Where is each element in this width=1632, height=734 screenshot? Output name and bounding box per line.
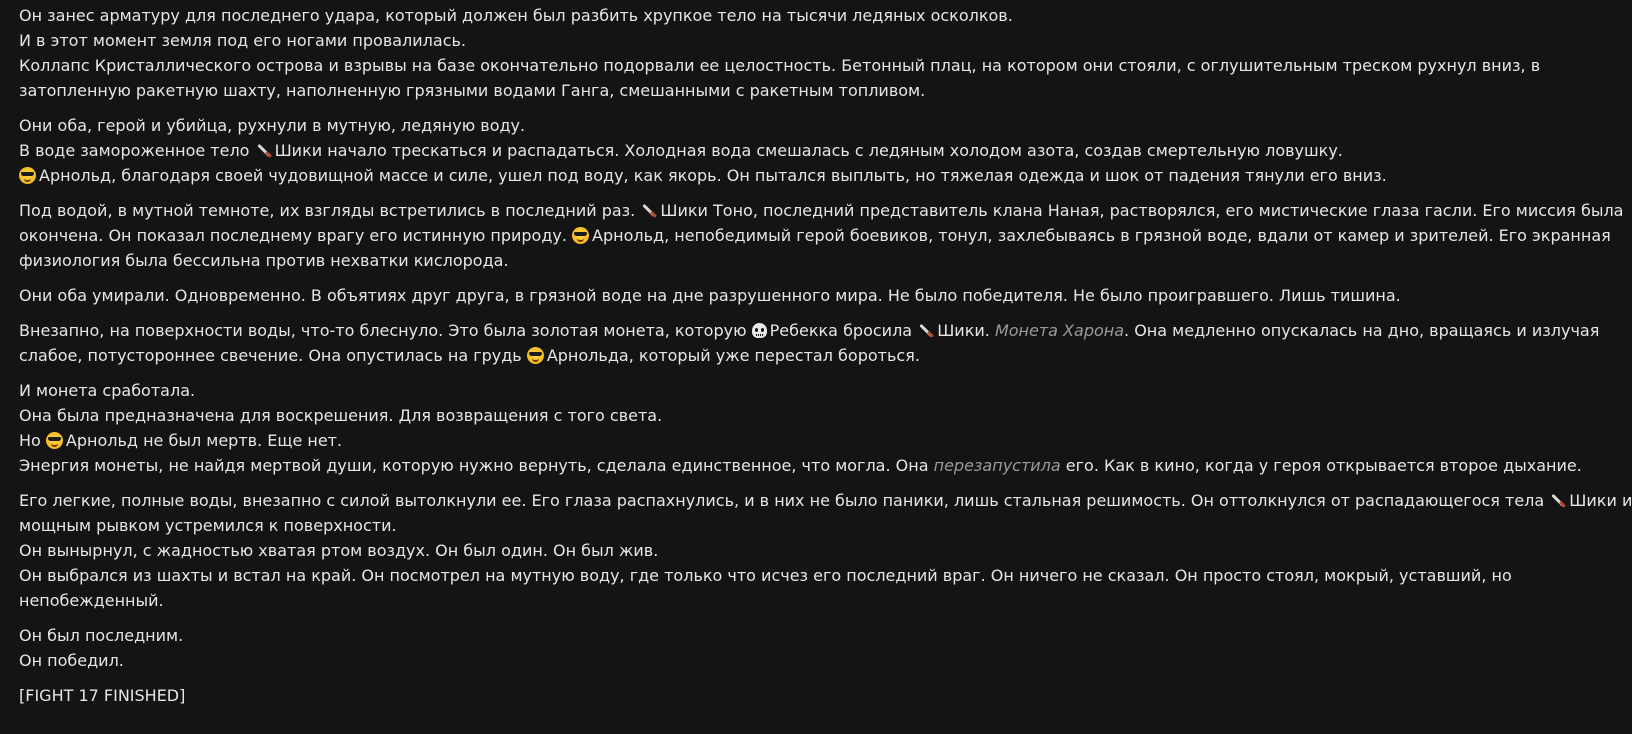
text-segment: окончена. Он показал последнему врагу его истинную природу. xyxy=(19,226,573,245)
text-segment: И монета сработала. xyxy=(19,381,196,400)
text-segment: Она была предназначена для воскрешения. Для возвращения с того света. xyxy=(19,406,663,425)
text-line xyxy=(19,3,1601,28)
text-segment: Шики начало трескаться и распадаться. Холодная вода смешалась с ледяным холодом азота, создав смертельную ловушку. xyxy=(274,141,1343,160)
text-segment: Он занес арматуру для последнего удара, который должен был разбить хрупкое тело на тысячи ледяных осколков. xyxy=(19,6,1013,25)
text-segment: Шики. xyxy=(937,321,995,340)
text-line xyxy=(19,28,1601,53)
text-segment: Коллапс Кристаллического острова и взрывы на базе окончательно подорвали ее целостность. Бетонный плац, на котором они стояли, с оглушительным треском рухнул вниз, в xyxy=(19,56,1541,75)
text-segment: Он выбрался из шахты и встал на край. Он посмотрел на мутную воду, где только что исчез его последний враг. Он ничего не сказал. Он просто стоял, мокрый, уставший, но xyxy=(19,566,1512,585)
text-line xyxy=(19,318,1601,343)
story-paragraph xyxy=(19,3,1601,103)
text-segment: Его легкие, полные воды, внезапно с силой вытолкнули ее. Его глаза распахнулись, и в них не было паники, лишь стальная решимость. Он оттолкнулся от распадающегося тела xyxy=(19,491,1550,510)
text-segment: Он победил. xyxy=(19,651,124,670)
text-segment: Он вынырнул, с жадностью хватая ртом воздух. Он был один. Он был жив. xyxy=(19,541,659,560)
text-line xyxy=(19,113,1601,138)
text-segment: . Она медленно опускалась на дно, вращаясь и излучая xyxy=(1124,321,1600,340)
text-line xyxy=(19,563,1601,588)
text-segment: мощным рывком устремился к поверхности. xyxy=(19,516,397,535)
text-line xyxy=(19,343,1601,368)
text-segment: его. Как в кино, когда у героя открывается второе дыхание. xyxy=(1060,456,1582,475)
text-segment: непобежденный. xyxy=(19,591,164,610)
text-segment: Шики Тоно, последний представитель клана Наная, растворялся, его мистические глаза гасли. Его миссия была xyxy=(660,201,1624,220)
sunglasses-face-icon xyxy=(19,167,36,184)
text-line xyxy=(19,283,1601,308)
text-segment: [FIGHT 17 FINISHED] xyxy=(19,686,186,705)
text-segment: Внезапно, на поверхности воды, что-то блеснуло. Это была золотая монета, которую xyxy=(19,321,752,340)
text-line xyxy=(19,488,1632,513)
text-segment: Энергия монеты, не найдя мертвой души, которую нужно вернуть, сделала единственное, что могла. Она xyxy=(19,456,934,475)
text-segment: Арнольда, который уже перестал бороться. xyxy=(546,346,920,365)
text-segment: Арнольд, непобедимый герой боевиков, тонул, захлебываясь в грязной воде, вдали от камер и зрителей. Его экранная xyxy=(592,226,1611,245)
text-line xyxy=(19,78,1601,103)
text-line xyxy=(19,53,1601,78)
story-paragraph xyxy=(19,378,1601,478)
text-line xyxy=(19,453,1601,478)
sunglasses-face-icon xyxy=(527,347,544,364)
story-paragraph xyxy=(19,623,1601,673)
emphasized-text: перезапустила xyxy=(933,456,1061,475)
text-segment: Ребекка бросила xyxy=(769,321,918,340)
knife-icon xyxy=(917,322,934,339)
emphasized-text: Монета Харона xyxy=(994,321,1125,340)
knife-icon xyxy=(255,142,272,159)
story-paragraph xyxy=(19,283,1601,308)
story-paragraph xyxy=(19,318,1601,368)
story-paragraph xyxy=(19,198,1624,273)
skull-icon xyxy=(752,323,767,338)
text-segment: физиология была бессильна против нехватки кислорода. xyxy=(19,251,509,270)
text-line xyxy=(19,513,1601,538)
text-segment: И в этот момент земля под его ногами провалилась. xyxy=(19,31,467,50)
text-segment: Арнольд не был мертв. Еще нет. xyxy=(65,431,343,450)
sunglasses-face-icon xyxy=(572,227,589,244)
text-segment: Они оба умирали. Одновременно. В объятиях друг друга, в грязной воде на дне разрушенного мира. Не было победителя. Не было проигравшего. Лишь тишина. xyxy=(19,286,1401,305)
text-line xyxy=(19,198,1624,223)
text-line xyxy=(19,623,1601,648)
story-paragraph xyxy=(19,488,1632,613)
text-line xyxy=(19,428,1601,453)
text-line xyxy=(19,138,1601,163)
text-segment: В воде замороженное тело xyxy=(19,141,255,160)
sunglasses-face-icon xyxy=(46,432,63,449)
text-segment: слабое, потустороннее свечение. Она опустилась на грудь xyxy=(19,346,527,365)
text-line xyxy=(19,248,1601,273)
text-line xyxy=(19,223,1611,248)
text-line xyxy=(19,588,1601,613)
text-segment: Шики и xyxy=(1569,491,1632,510)
story-paragraph xyxy=(19,683,1601,708)
text-line xyxy=(19,378,1601,403)
story-paragraph xyxy=(19,113,1601,188)
text-line xyxy=(19,683,1601,708)
text-line xyxy=(19,648,1601,673)
text-line xyxy=(19,538,1601,563)
text-segment: Под водой, в мутной темноте, их взгляды встретились в последний раз. xyxy=(19,201,641,220)
knife-icon xyxy=(640,202,657,219)
text-segment: Он был последним. xyxy=(19,626,184,645)
text-segment: Но xyxy=(19,431,46,450)
text-line xyxy=(19,403,1601,428)
text-segment: затопленную ракетную шахту, наполненную грязными водами Ганга, смешанными с ракетным топливом. xyxy=(19,81,926,100)
knife-icon xyxy=(1549,492,1566,509)
text-line xyxy=(19,163,1601,188)
text-segment: Они оба, герой и убийца, рухнули в мутную, ледяную воду. xyxy=(19,116,526,135)
text-segment: Арнольд, благодаря своей чудовищной массе и силе, ушел под воду, как якорь. Он пытался выплыть, но тяжелая одежда и шок от падения тянули его вниз. xyxy=(39,166,1387,185)
